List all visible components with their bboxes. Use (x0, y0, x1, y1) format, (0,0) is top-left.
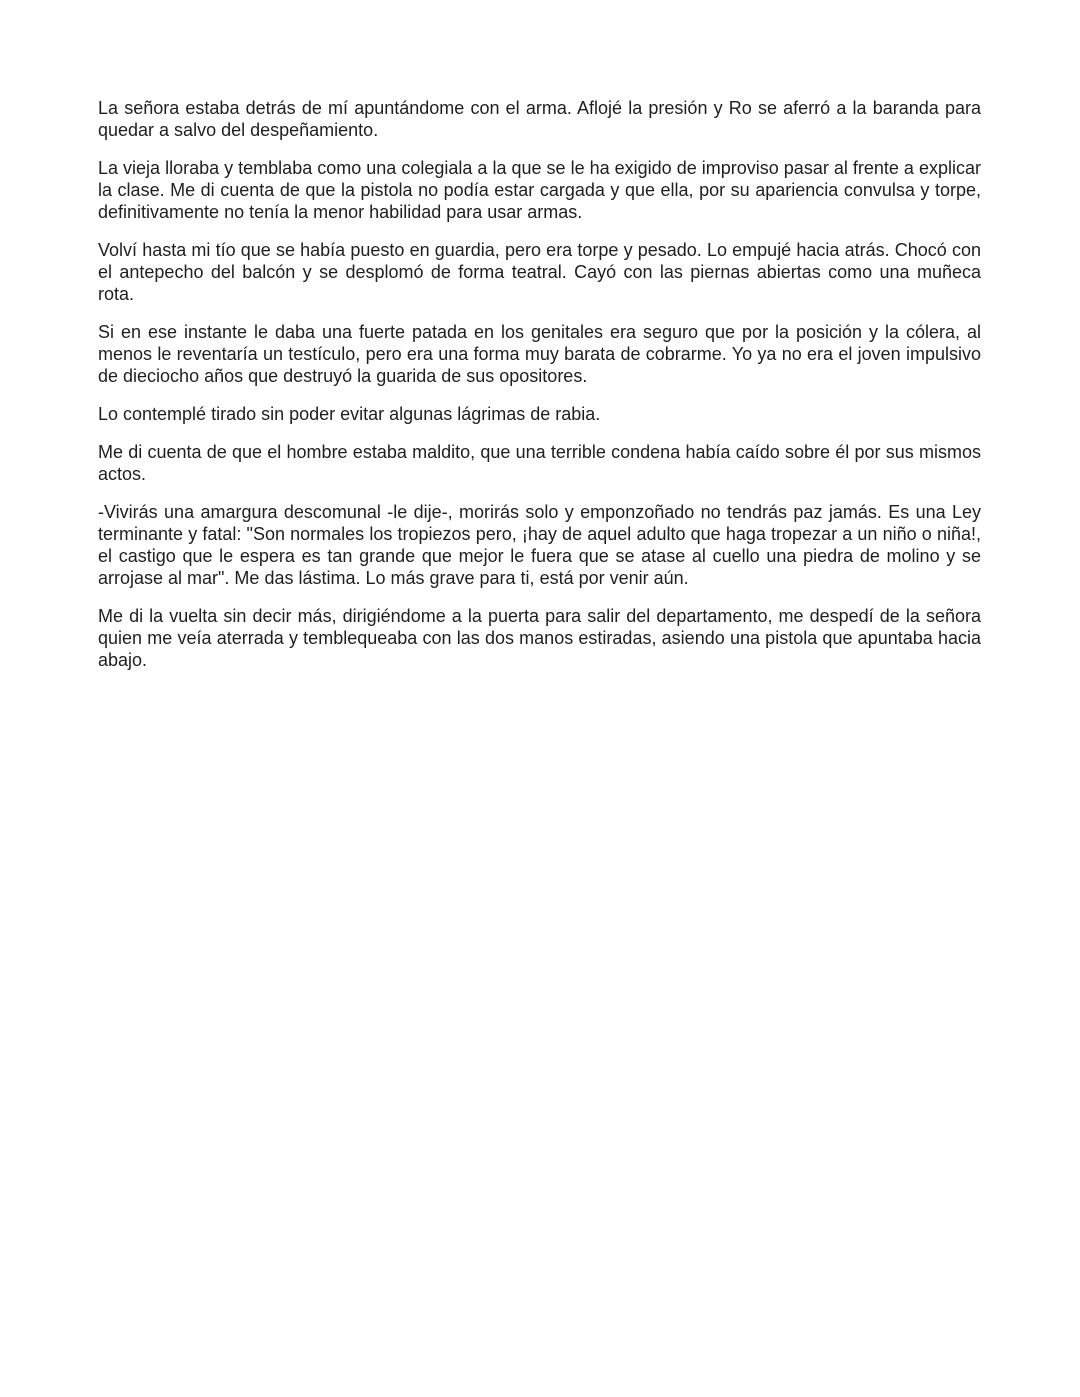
paragraph-3: Volví hasta mi tío que se había puesto en guardia, pero era torpe y pesado. Lo empujé hacia atrás. Chocó con el antepecho del balcón y se desplomó de forma teatral. Cayó con las piernas abiertas como una muñeca rota. (98, 240, 981, 304)
paragraph-7: -Vivirás una amargura descomunal -le dije-, morirás solo y emponzoñado no tendrás paz jamás. Es una Ley terminante y fatal: "Son normales los tropiezos pero, ¡hay de aquel adulto que haga tropezar a un niño o niña!, el castigo que le espera es tan grande que mejor le fuera que se atase al cuello una piedra de molino y se arrojase al mar". Me das lástima. Lo más grave para ti, está por venir aún. (98, 502, 981, 588)
paragraph-2: La vieja lloraba y temblaba como una colegiala a la que se le ha exigido de improviso pasar al frente a explicar la clase. Me di cuenta de que la pistola no podía estar cargada y que ella, por su apariencia convulsa y torpe, definitivamente no tenía la menor habilidad para usar armas. (98, 158, 981, 222)
text-block (98, 97, 981, 687)
paragraph-5: Lo contemplé tirado sin poder evitar algunas lágrimas de rabia. (98, 404, 601, 424)
paragraph-8: Me di la vuelta sin decir más, dirigiéndome a la puerta para salir del departamento, me despedí de la señora quien me veía aterrada y temblequeaba con las dos manos estiradas, asiendo una pistola que apuntaba hacia abajo. (98, 606, 981, 670)
paragraph-6: Me di cuenta de que el hombre estaba maldito, que una terrible condena había caído sobre él por sus mismos actos. (98, 442, 981, 484)
paragraph-4: Si en ese instante le daba una fuerte patada en los genitales era seguro que por la posición y la cólera, al menos le reventaría un testículo, pero era una forma muy barata de cobrarme. Yo ya no era el joven impulsivo de dieciocho años que destruyó la guarida de sus opositores. (98, 322, 981, 386)
paragraph-1: La señora estaba detrás de mí apuntándome con el arma. Aflojé la presión y Ro se aferró a la baranda para quedar a salvo del despeñamiento. (98, 98, 981, 140)
